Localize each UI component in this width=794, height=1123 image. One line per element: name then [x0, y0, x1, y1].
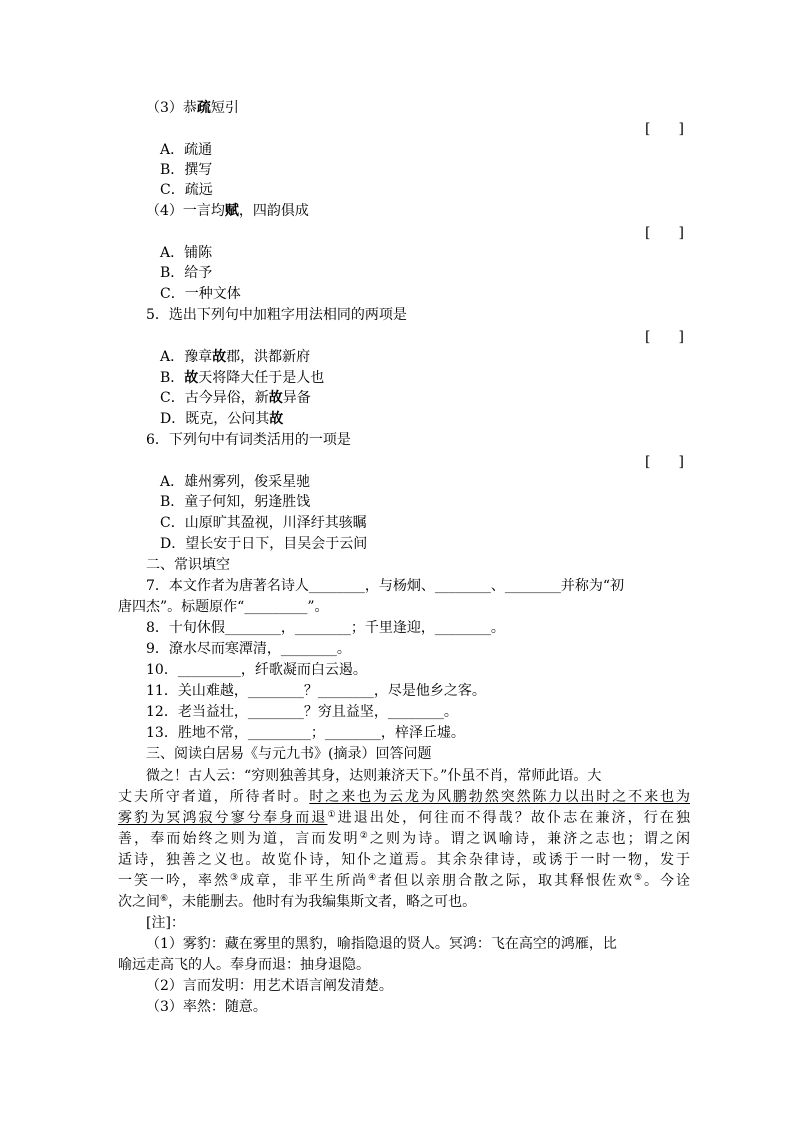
q6-stem: 6．下列句中有词类活用的一项是 [146, 432, 351, 448]
section-heading: 三、阅读白居易《与元九书》(摘录）回答问题 [146, 746, 432, 762]
section-heading: 二、常识填空 [146, 557, 230, 573]
underlined-text: 雾豹为冥鸿寂兮寥兮奉身而退 [118, 810, 328, 826]
note-line: 喻远走高飞的人。奉身而退：抽身退隐。 [118, 957, 370, 973]
bold-char: 疏 [196, 100, 211, 116]
fill-question: 13．胜地不常，_________；________，梓泽丘墟。 [146, 725, 465, 741]
answer-bracket: [ ] [645, 329, 684, 345]
option: D．望长安于日下，目吴会于云间 [160, 536, 368, 552]
fill-question: 10．_________，纤歌凝而白云遏。 [146, 662, 367, 678]
option: C．古今异俗，新故异备 [160, 390, 311, 406]
q4-3-stem: （3）恭疏短引 [146, 100, 239, 116]
q4-4-stem: （4）一言均赋，四韵俱成 [146, 203, 309, 219]
option: B．故天将降大任于是人也 [160, 370, 325, 386]
q5-stem: 5．选出下列句中加粗字用法相同的两项是 [146, 307, 407, 323]
option: C．一种文体 [160, 286, 241, 302]
footnote-marker: ④ [367, 873, 379, 883]
answer-bracket: [ ] [645, 121, 684, 137]
answer-bracket: [ ] [645, 454, 684, 470]
footnote-marker: ① [327, 810, 338, 820]
note-line: （1）雾豹：藏在雾里的黑豹，喻指隐退的贤人。冥鸿：飞在高空的鸿雁，比 [146, 936, 617, 952]
option: C．山原旷其盈视，川泽纡其骇瞩 [160, 515, 367, 531]
footnote-marker: ③ [229, 873, 241, 883]
answer-bracket: [ ] [645, 225, 684, 241]
option: B．撰写 [160, 162, 213, 178]
fill-question: 7．本文作者为唐著名诗人________，与杨炯、________、________并称为“初 [146, 578, 625, 594]
option: B．童子何知，躬逢胜饯 [160, 494, 311, 510]
footnote-marker: ⑥ [160, 894, 169, 904]
option: C．疏远 [160, 182, 213, 198]
footnote-marker: ⑤ [633, 873, 645, 883]
option: A．疏通 [160, 142, 213, 158]
passage-line: 次之间⑥，未能删去。他时有为我编集斯文者，略之可也。 [118, 894, 477, 910]
bold-char: 故 [269, 411, 284, 427]
notes-label: [注]： [146, 915, 185, 931]
passage-line: 雾豹为冥鸿寂兮寥兮奉身而退①进退出处，何往而不得哉？故仆志在兼济，行在独 [118, 810, 691, 826]
option: D．既克，公问其故 [160, 411, 284, 427]
passage-line: 适诗，独善之义也。故览仆诗，知仆之道焉。其余杂律诗，或诱于一时一物，发于 [118, 852, 690, 868]
underlined-text: 时之来也为云龙为风鹏勃然突然陈力以出时之不来也为 [309, 789, 691, 805]
option: A．铺陈 [160, 245, 213, 261]
note-line: （2）言而发明：用艺术语言阐发清楚。 [146, 978, 393, 994]
footnote-marker: ② [359, 831, 370, 841]
fill-question: 12．老当益壮，________？穷且益坚，________。 [146, 704, 458, 720]
fill-question: 唐四杰”。标题原作“_________”。 [118, 599, 329, 615]
bold-char: 故 [268, 390, 283, 406]
fill-question: 11．关山难越，________？________，尽是他乡之客。 [146, 683, 486, 699]
passage-line: 丈夫所守者道，所待者时。时之来也为云龙为风鹏勃然突然陈力以出时之不来也为 [118, 789, 691, 805]
passage-line: 善，奉而始终之则为道，言而发明②之则为诗。谓之讽喻诗，兼济之志也；谓之闲 [118, 831, 691, 847]
option: B．给予 [160, 265, 213, 281]
bold-char: 故 [212, 349, 227, 365]
fill-question: 8．十旬休假________，________；千里逢迎，________。 [146, 620, 505, 636]
option: A．豫章故郡，洪都新府 [160, 349, 311, 365]
passage-line: 微之！古人云：“穷则独善其身，达则兼济天下。”仆虽不肖，常师此语。大 [146, 768, 602, 784]
fill-question: 9．潦水尽而寒潭清，________。 [146, 641, 351, 657]
note-line: （3）率然：随意。 [146, 999, 267, 1015]
passage-line: 一笑一吟，率然③成章，非平生所尚④者但以亲朋合散之际，取其释恨佐欢⑤。今诠 [118, 873, 691, 889]
bold-char: 故 [184, 370, 199, 386]
option: A．雄州雾列，俊采星驰 [160, 474, 311, 490]
bold-char: 赋 [224, 203, 239, 219]
